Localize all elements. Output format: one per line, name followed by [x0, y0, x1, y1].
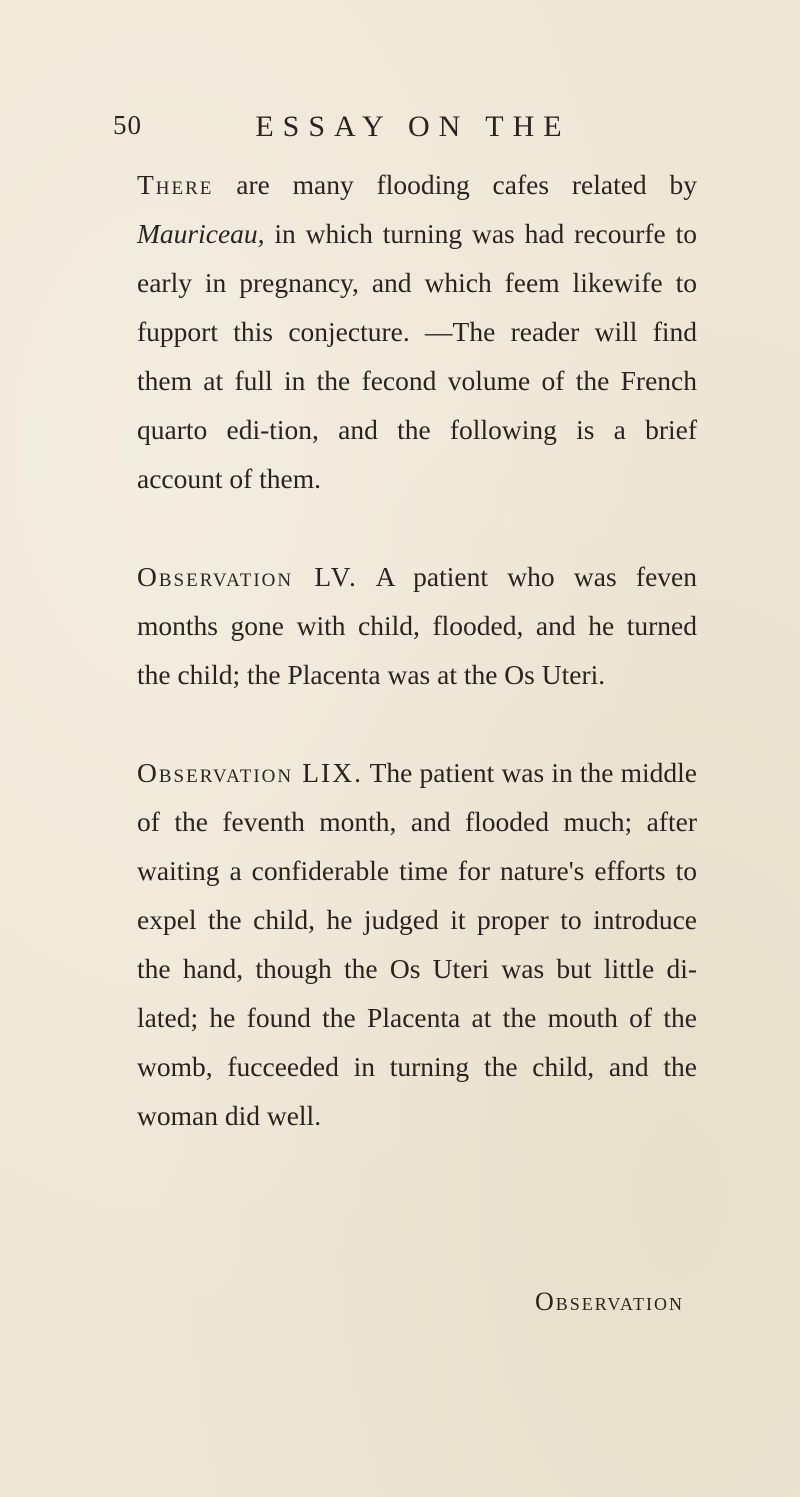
observation-heading: Observation LV.: [137, 561, 358, 592]
paragraph-observation-lix: [137, 748, 697, 1140]
author-name: Mauriceau,: [137, 218, 265, 249]
page-number: 50: [113, 110, 142, 140]
paragraph-lead: There: [137, 169, 214, 200]
body-text: [137, 160, 697, 1140]
paragraph-text: in which turning was had recourfe to early in pregnancy, and which feem likewife to fupport this conjecture. —The reader will find them at full in the fecond volume of the French quarto edi-tion, and the following is a brief account of them.: [137, 218, 697, 494]
paragraph-observation-lv: [137, 552, 697, 699]
observation-heading: Observation LIX.: [137, 757, 363, 788]
catchword: Observation: [535, 1287, 685, 1316]
paragraph-text: The patient was in the middle of the feventh month, and flooded much; after waiting a confiderable time for nature's efforts to expel the child, he judged it proper to introduce the hand, though the Os Uteri was but little di-lated; he found the Placenta at the mouth of the womb, fucceeded in turning the child, and the woman did well.: [137, 757, 697, 1131]
running-title: ESSAY ON THE: [255, 110, 571, 143]
paragraph-text: A patient who was feven months gone with child, flooded, and he turned the child; the Placenta was at the Os Uteri.: [137, 561, 697, 690]
paragraph-text: are many flooding cafes related by: [213, 169, 697, 200]
paragraph-intro: [137, 160, 697, 503]
running-head: [113, 110, 713, 150]
